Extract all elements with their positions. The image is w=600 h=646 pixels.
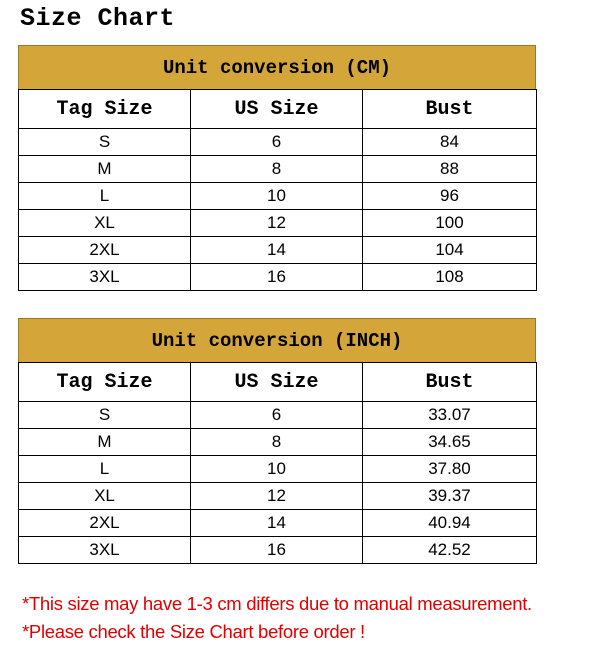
disclaimer-notes — [22, 590, 532, 646]
bust-cell: 88 — [363, 156, 537, 183]
table-row — [19, 183, 537, 210]
note-check-chart: *Please check the Size Chart before order ! — [22, 621, 365, 642]
us-size-cell: 8 — [191, 429, 363, 456]
column-header-bust: Bust — [363, 90, 537, 129]
us-size-cell: 6 — [191, 129, 363, 156]
table-row — [19, 402, 537, 429]
table-row — [19, 456, 537, 483]
column-header-us-size: US Size — [191, 90, 363, 129]
page-title: Size Chart — [20, 4, 176, 33]
us-size-cell: 12 — [191, 210, 363, 237]
tag-size-cell: S — [19, 129, 191, 156]
tag-size-cell: XL — [19, 210, 191, 237]
us-size-cell: 10 — [191, 456, 363, 483]
unit-header-inch: Unit conversion (INCH) — [18, 318, 536, 362]
table-row — [19, 510, 537, 537]
column-header-us-size: US Size — [191, 363, 363, 402]
tag-size-cell: 3XL — [19, 264, 191, 291]
bust-cell: 104 — [363, 237, 537, 264]
bust-cell: 96 — [363, 183, 537, 210]
us-size-cell: 6 — [191, 402, 363, 429]
tag-size-cell: 3XL — [19, 537, 191, 564]
table-header-row — [19, 363, 537, 402]
bust-cell: 100 — [363, 210, 537, 237]
table-row — [19, 429, 537, 456]
tag-size-cell: M — [19, 156, 191, 183]
column-header-bust: Bust — [363, 363, 537, 402]
tag-size-cell: 2XL — [19, 510, 191, 537]
column-header-tag-size: Tag Size — [19, 363, 191, 402]
note-measurement: *This size may have 1-3 cm differs due to manual measurement. — [22, 593, 532, 614]
table-row — [19, 237, 537, 264]
bust-cell: 40.94 — [363, 510, 537, 537]
table-header-row — [19, 90, 537, 129]
size-table-cm — [18, 89, 537, 291]
tag-size-cell: M — [19, 429, 191, 456]
us-size-cell: 14 — [191, 510, 363, 537]
bust-cell: 33.07 — [363, 402, 537, 429]
tag-size-cell: L — [19, 456, 191, 483]
tag-size-cell: L — [19, 183, 191, 210]
table-row — [19, 210, 537, 237]
us-size-cell: 14 — [191, 237, 363, 264]
us-size-cell: 8 — [191, 156, 363, 183]
table-row — [19, 264, 537, 291]
bust-cell: 108 — [363, 264, 537, 291]
bust-cell: 39.37 — [363, 483, 537, 510]
bust-cell: 37.80 — [363, 456, 537, 483]
unit-header-cm: Unit conversion (CM) — [18, 45, 536, 89]
table-row — [19, 483, 537, 510]
bust-cell: 42.52 — [363, 537, 537, 564]
column-header-tag-size: Tag Size — [19, 90, 191, 129]
bust-cell: 84 — [363, 129, 537, 156]
table-row — [19, 156, 537, 183]
size-table-inch — [18, 362, 537, 564]
tag-size-cell: XL — [19, 483, 191, 510]
bust-cell: 34.65 — [363, 429, 537, 456]
size-chart-cm — [18, 45, 536, 291]
us-size-cell: 16 — [191, 264, 363, 291]
us-size-cell: 10 — [191, 183, 363, 210]
us-size-cell: 16 — [191, 537, 363, 564]
table-row — [19, 129, 537, 156]
tag-size-cell: 2XL — [19, 237, 191, 264]
size-chart-inch — [18, 318, 536, 564]
us-size-cell: 12 — [191, 483, 363, 510]
table-row — [19, 537, 537, 564]
tag-size-cell: S — [19, 402, 191, 429]
